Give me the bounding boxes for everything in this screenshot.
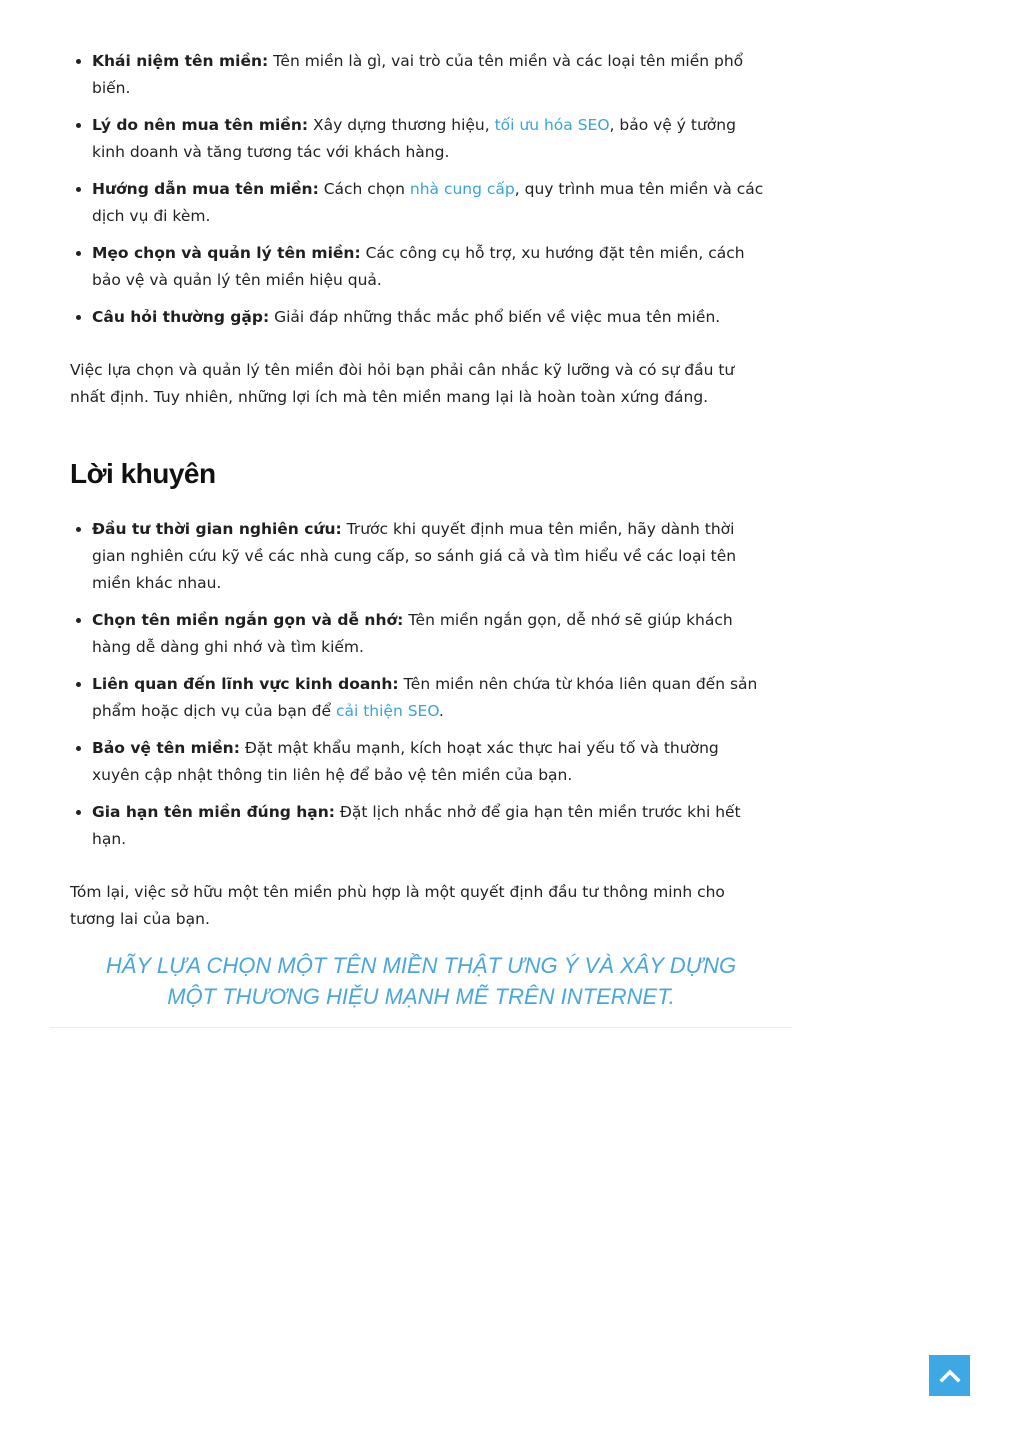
list-item — [92, 735, 770, 789]
list-item-term: Câu hỏi thường gặp: — [92, 308, 270, 326]
list-item-term: Đầu tư thời gian nghiên cứu: — [92, 520, 342, 538]
list-item-term: Lý do nên mua tên miền: — [92, 116, 309, 134]
slogan-line: HÃY LỰA CHỌN MỘT TÊN MIỀN THẬT ƯNG Ý VÀ XÂY DỰNG — [105, 953, 737, 978]
back-to-top-button[interactable] — [929, 1355, 970, 1396]
list-item-text: Giải đáp những thắc mắc phổ biến về việc mua tên miền. — [269, 308, 721, 326]
list-item-text: Tên miền nên chứa từ khóa liên quan đến sản phẩm hoặc dịch vụ của bạn để — [92, 675, 758, 720]
list-item — [92, 516, 770, 597]
list-item-term: Chọn tên miền ngắn gọn và dễ nhớ: — [92, 611, 404, 629]
list-item — [92, 304, 770, 331]
list-item — [92, 112, 770, 166]
list-item-text: Trước khi quyết định mua tên miền, hãy dành thời gian nghiên cứu kỹ về các nhà cung cấp, so sánh giá cả và tìm hiểu về các loại tên miền khác nhau. — [92, 520, 737, 592]
slogan-callout — [50, 950, 792, 1012]
advice-heading: Lời khuyên — [70, 458, 216, 489]
list-item-term: Gia hạn tên miền đúng hạn: — [92, 803, 335, 821]
intro-paragraph: Việc lựa chọn và quản lý tên miền đòi hỏi bạn phải cân nhắc kỹ lưỡng và có sự đầu tư nhất định. Tuy nhiên, những lợi ích mà tên miền mang lại là hoàn toàn xứng đáng. — [70, 361, 735, 406]
list-item-term: Khái niệm tên miền: — [92, 52, 269, 70]
list-item — [92, 240, 770, 294]
improve-seo-link[interactable]: cải thiện SEO — [335, 702, 439, 720]
article-body — [70, 48, 770, 933]
list-item-term: Liên quan đến lĩnh vực kinh doanh: — [92, 675, 399, 693]
list-item — [92, 671, 770, 725]
list-item-term: Hướng dẫn mua tên miền: — [92, 180, 319, 198]
list-item — [92, 176, 770, 230]
advice-bullet-list — [70, 516, 770, 853]
seo-optimization-link[interactable]: tối ưu hóa SEO — [494, 116, 610, 134]
content-divider — [50, 1027, 792, 1028]
list-item-text: , quy trình mua tên miền và các dịch vụ đi kèm. — [92, 180, 764, 225]
list-item-text: Đặt mật khẩu mạnh, kích hoạt xác thực hai yếu tố và thường xuyên cập nhật thông tin liên hệ để bảo vệ tên miền của bạn. — [92, 739, 719, 784]
list-item-text: , bảo vệ ý tưởng kinh doanh và tăng tương tác với khách hàng. — [92, 116, 736, 161]
list-item-text: Các công cụ hỗ trợ, xu hướng đặt tên miền, cách bảo vệ và quản lý tên miền hiệu quả. — [92, 244, 745, 289]
conclusion-paragraph: Tóm lại, việc sở hữu một tên miền phù hợp là một quyết định đầu tư thông minh cho tương lai của bạn. — [70, 883, 725, 928]
list-item — [92, 799, 770, 853]
list-item-text: Tên miền ngắn gọn, dễ nhớ sẽ giúp khách hàng dễ dàng ghi nhớ và tìm kiếm. — [92, 611, 733, 656]
intro-bullet-list — [70, 48, 770, 331]
list-item-text: . — [438, 702, 444, 720]
provider-link[interactable]: nhà cung cấp — [409, 180, 515, 198]
list-item-term: Bảo vệ tên miền: — [92, 739, 240, 757]
list-item-text: Cách chọn — [318, 180, 410, 198]
list-item — [92, 607, 770, 661]
list-item-text: Tên miền là gì, vai trò của tên miền và các loại tên miền phổ biến. — [92, 52, 744, 97]
slogan-line: MỘT THƯƠNG HIỆU MẠNH MẼ TRÊN INTERNET. — [167, 984, 675, 1009]
chevron-up-icon — [939, 1365, 961, 1387]
list-item-text: Xây dựng thương hiệu, — [308, 116, 495, 134]
list-item-term: Mẹo chọn và quản lý tên miền: — [92, 244, 361, 262]
list-item — [92, 48, 770, 102]
list-item-text: Đặt lịch nhắc nhở để gia hạn tên miền trước khi hết hạn. — [92, 803, 741, 848]
